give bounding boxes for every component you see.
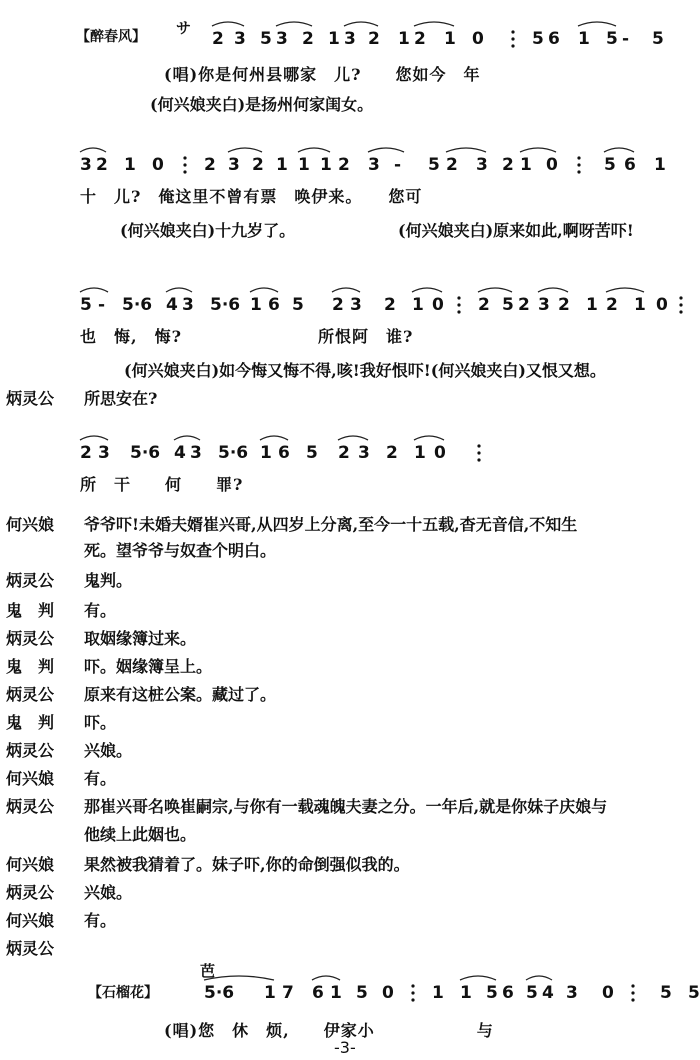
speech-line-1: (何兴娘夹白)是扬州何家闺女。 bbox=[150, 95, 374, 114]
slur-arc bbox=[166, 288, 192, 292]
bar-dot bbox=[477, 444, 480, 447]
score-note: 1 bbox=[260, 443, 272, 463]
score-note: 3 bbox=[234, 29, 246, 49]
score-note: 5 bbox=[606, 29, 618, 49]
dialogue-text: 爷爷吓!未婚夫婿崔兴哥,从四岁上分离,至今一十五载,杳无音信,不知生 bbox=[84, 515, 578, 534]
bar-dot bbox=[511, 30, 514, 33]
score-note: 5 bbox=[292, 295, 304, 315]
score-note: 6 bbox=[268, 295, 280, 315]
bar-dot bbox=[511, 44, 514, 47]
score-line-4 bbox=[80, 436, 500, 470]
score-note: 6 bbox=[312, 983, 324, 1003]
slur-arc bbox=[338, 436, 368, 440]
score-note: 1 bbox=[398, 29, 410, 49]
dialogue-text: 有。 bbox=[84, 911, 117, 930]
slur-arc bbox=[446, 148, 486, 152]
score-note: 1 bbox=[276, 155, 288, 175]
speech-line-3: (何兴娘夹白)原来如此,啊呀苦吓! bbox=[398, 221, 634, 240]
score-note: 1 bbox=[330, 983, 342, 1003]
bar-dot bbox=[577, 156, 580, 159]
bar-dot bbox=[411, 984, 414, 987]
score-note: 2 bbox=[558, 295, 570, 315]
score-note: 5·6 bbox=[122, 295, 153, 315]
speaker-name: 炳灵公 bbox=[6, 629, 55, 648]
score-note: 6 bbox=[548, 29, 560, 49]
slur-arc bbox=[412, 288, 442, 292]
score-note: 3 bbox=[228, 155, 240, 175]
score-note: 2 bbox=[368, 29, 380, 49]
score-note: 2 bbox=[386, 443, 398, 463]
score-note: 2 bbox=[384, 295, 396, 315]
slur-arc bbox=[478, 288, 512, 292]
score-note: 1 bbox=[412, 295, 424, 315]
score-note: - bbox=[98, 295, 106, 315]
speaker-name: 炳灵公 bbox=[6, 797, 55, 816]
lyrics-line-3: 也 悔, 悔? 所恨阿 谁? bbox=[80, 327, 414, 346]
slur-arc bbox=[298, 148, 330, 152]
score-note: 5 bbox=[486, 983, 498, 1003]
bar-dot bbox=[477, 458, 480, 461]
slur-arc bbox=[604, 148, 634, 152]
dialogue-text: 原来有这桩公案。藏过了。 bbox=[84, 685, 277, 704]
score-note: 0 bbox=[432, 295, 444, 315]
score-note: 3 bbox=[182, 295, 194, 315]
score-note: 1 bbox=[328, 29, 340, 49]
score-note: 6 bbox=[278, 443, 290, 463]
score-note: 2 bbox=[338, 155, 350, 175]
score-note: 0 bbox=[434, 443, 446, 463]
speech-line-2: (何兴娘夹白)十九岁了。 bbox=[120, 221, 296, 240]
speech-line-4: (何兴娘夹白)如今悔又悔不得,咳!我好恨吓!(何兴娘夹白)又恨又想。 bbox=[124, 361, 606, 380]
speaker-name: 鬼 判 bbox=[6, 713, 55, 732]
score-note: 3 bbox=[538, 295, 550, 315]
speaker-name: 何兴娘 bbox=[6, 911, 55, 930]
speaker-name: 炳灵公 bbox=[6, 685, 55, 704]
bar-dot bbox=[679, 310, 682, 313]
slur-arc bbox=[606, 288, 644, 292]
dialogue-text: 吓。 bbox=[84, 713, 117, 732]
dialogue-text: 所思安在? bbox=[84, 389, 158, 408]
score-note: 1 bbox=[414, 443, 426, 463]
bar-dot bbox=[457, 303, 460, 306]
score-note: 1 bbox=[520, 155, 532, 175]
slur-arc bbox=[312, 976, 340, 980]
score-note: 0 bbox=[546, 155, 558, 175]
score-note: 2 bbox=[446, 155, 458, 175]
slur-arc bbox=[368, 148, 404, 152]
qupai-title-shiliuhua: 【石榴花】 bbox=[88, 985, 158, 1001]
score-note: 5·6 bbox=[130, 443, 161, 463]
slur-arc bbox=[332, 288, 360, 292]
dialogue-text: 吓。姻缘簿呈上。 bbox=[84, 657, 213, 676]
score-note: 5 bbox=[260, 29, 272, 49]
score-note: 3 bbox=[358, 443, 370, 463]
score-note: - bbox=[394, 155, 402, 175]
score-line-2 bbox=[80, 148, 680, 182]
dialogue-text-continued: 他续上此姻也。 bbox=[84, 825, 197, 844]
slur-arc bbox=[80, 436, 108, 440]
slur-arc bbox=[578, 22, 616, 26]
score-line-3 bbox=[80, 288, 700, 322]
bar-dot bbox=[457, 310, 460, 313]
score-note: 5 bbox=[428, 155, 440, 175]
lyrics-line-4: 所 干 何 罪? bbox=[80, 475, 244, 494]
lyrics-line-1: (唱)你是何州县哪家 儿? 您如今 年 bbox=[164, 65, 481, 84]
score-note: 3 bbox=[276, 29, 288, 49]
score-note: 1 bbox=[444, 29, 456, 49]
score-note: 2 bbox=[502, 155, 514, 175]
score-note: 2 bbox=[478, 295, 490, 315]
score-note: 5 bbox=[652, 29, 664, 49]
slur-arc bbox=[212, 22, 244, 26]
speaker-name: 何兴娘 bbox=[6, 515, 55, 534]
score-note: 3 bbox=[98, 443, 110, 463]
slur-arc bbox=[174, 436, 200, 440]
bar-dot bbox=[411, 998, 414, 1001]
score-note: 2 bbox=[204, 155, 216, 175]
score-note: 1 bbox=[124, 155, 136, 175]
score-note: 3 bbox=[190, 443, 202, 463]
bar-dot bbox=[631, 991, 634, 994]
speaker-name: 炳灵公 bbox=[6, 883, 55, 902]
score-note: 5 bbox=[306, 443, 318, 463]
qupai-mark-2: 芭 bbox=[200, 962, 216, 980]
bar-dot bbox=[577, 170, 580, 173]
score-note: 5 bbox=[526, 983, 538, 1003]
slur-arc bbox=[80, 288, 108, 292]
lyrics-line-2: 十 儿? 俺这里不曾有票 唤伊来。 您可 bbox=[80, 187, 423, 206]
score-note: 4 bbox=[542, 983, 554, 1003]
score-note: 2 bbox=[80, 443, 92, 463]
dialogue-text: 兴娘。 bbox=[84, 883, 133, 902]
score-line-1 bbox=[212, 22, 692, 56]
score-note: 4 bbox=[166, 295, 178, 315]
score-note: 7 bbox=[282, 983, 294, 1003]
slur-arc bbox=[250, 288, 278, 292]
slur-arc bbox=[538, 288, 568, 292]
score-note: 2 bbox=[212, 29, 224, 49]
speaker-name: 炳灵公 bbox=[6, 571, 55, 590]
slur-arc bbox=[228, 148, 262, 152]
speaker-name: 炳灵公 bbox=[6, 389, 55, 408]
score-note: 1 bbox=[264, 983, 276, 1003]
score-note: 5 bbox=[604, 155, 616, 175]
slur-arc bbox=[460, 976, 496, 980]
score-note: 3 bbox=[344, 29, 356, 49]
score-note: 2 bbox=[96, 155, 108, 175]
score-note: 3 bbox=[368, 155, 380, 175]
speaker-name: 炳灵公 bbox=[6, 741, 55, 760]
slur-arc bbox=[520, 148, 556, 152]
dialogue-text: 有。 bbox=[84, 601, 117, 620]
slur-arc bbox=[344, 22, 378, 26]
page-number: -3- bbox=[334, 1038, 356, 1057]
score-note: 1 bbox=[654, 155, 666, 175]
score-note: 2 bbox=[606, 295, 618, 315]
score-note: 3 bbox=[350, 295, 362, 315]
slur-arc bbox=[80, 148, 106, 152]
score-note: 2 bbox=[414, 29, 426, 49]
speaker-name: 炳灵公 bbox=[6, 939, 55, 958]
dialogue-text: 鬼判。 bbox=[84, 571, 133, 590]
score-note: 5 bbox=[356, 983, 368, 1003]
bar-dot bbox=[183, 156, 186, 159]
score-note: 5 bbox=[80, 295, 92, 315]
score-note: 0 bbox=[656, 295, 668, 315]
score-note: 5·6 bbox=[204, 983, 235, 1003]
score-note: 2 bbox=[332, 295, 344, 315]
bar-dot bbox=[679, 303, 682, 306]
bar-dot bbox=[511, 37, 514, 40]
score-line-5 bbox=[204, 976, 700, 1010]
score-note: 1 bbox=[586, 295, 598, 315]
score-note: 5 bbox=[688, 983, 700, 1003]
score-note: 4 bbox=[174, 443, 186, 463]
score-note: 5·6 bbox=[218, 443, 249, 463]
bar-dot bbox=[183, 170, 186, 173]
score-note: 3 bbox=[80, 155, 92, 175]
slur-arc bbox=[414, 22, 454, 26]
score-note: 5 bbox=[660, 983, 672, 1003]
score-note: 1 bbox=[460, 983, 472, 1003]
qupai-title-zuichunfeng: 【醉春风】 bbox=[76, 29, 146, 45]
speaker-name: 鬼 判 bbox=[6, 601, 55, 620]
slur-arc bbox=[276, 22, 312, 26]
score-note: - bbox=[622, 29, 630, 49]
qupai-mark: サ bbox=[176, 19, 192, 37]
bar-dot bbox=[411, 991, 414, 994]
dialogue-text: 果然被我猜着了。妹子吓,你的命倒强似我的。 bbox=[84, 855, 410, 874]
score-note: 1 bbox=[250, 295, 262, 315]
bar-dot bbox=[631, 998, 634, 1001]
speaker-name: 鬼 判 bbox=[6, 657, 55, 676]
score-note: 2 bbox=[252, 155, 264, 175]
speaker-name: 何兴娘 bbox=[6, 855, 55, 874]
bar-dot bbox=[679, 296, 682, 299]
score-note: 2 bbox=[338, 443, 350, 463]
dialogue-text: 有。 bbox=[84, 769, 117, 788]
lyrics-line-5: (唱)您 休 烦, 伊家小 与 bbox=[164, 1021, 494, 1040]
score-note: 0 bbox=[472, 29, 484, 49]
score-note: 1 bbox=[578, 29, 590, 49]
score-note: 0 bbox=[382, 983, 394, 1003]
score-note: 5 bbox=[502, 295, 514, 315]
dialogue-text: 取姻缘簿过来。 bbox=[84, 629, 197, 648]
bar-dot bbox=[631, 984, 634, 987]
score-note: 0 bbox=[152, 155, 164, 175]
score-note: 0 bbox=[602, 983, 614, 1003]
score-note: 5·6 bbox=[210, 295, 241, 315]
bar-dot bbox=[457, 296, 460, 299]
dialogue-text: 那崔兴哥名唤崔嗣宗,与你有一载魂魄夫妻之分。一年后,就是你妹子庆娘与 bbox=[84, 797, 608, 816]
score-note: 1 bbox=[634, 295, 646, 315]
score-note: 2 bbox=[518, 295, 530, 315]
score-note: 6 bbox=[502, 983, 514, 1003]
slur-arc bbox=[414, 436, 444, 440]
score-note: 2 bbox=[302, 29, 314, 49]
dialogue-text-continued: 死。望爷爷与奴查个明白。 bbox=[84, 541, 277, 560]
dialogue-text: 兴娘。 bbox=[84, 741, 133, 760]
score-note: 1 bbox=[432, 983, 444, 1003]
slur-arc bbox=[526, 976, 552, 980]
speaker-name: 何兴娘 bbox=[6, 769, 55, 788]
score-note: 3 bbox=[566, 983, 578, 1003]
bar-dot bbox=[577, 163, 580, 166]
bar-dot bbox=[183, 163, 186, 166]
slur-arc bbox=[204, 976, 274, 980]
slur-arc bbox=[260, 436, 288, 440]
score-note: 6 bbox=[624, 155, 636, 175]
score-note: 3 bbox=[476, 155, 488, 175]
score-note: 1 bbox=[298, 155, 310, 175]
score-note: 5 bbox=[532, 29, 544, 49]
score-note: 1 bbox=[320, 155, 332, 175]
bar-dot bbox=[477, 451, 480, 454]
